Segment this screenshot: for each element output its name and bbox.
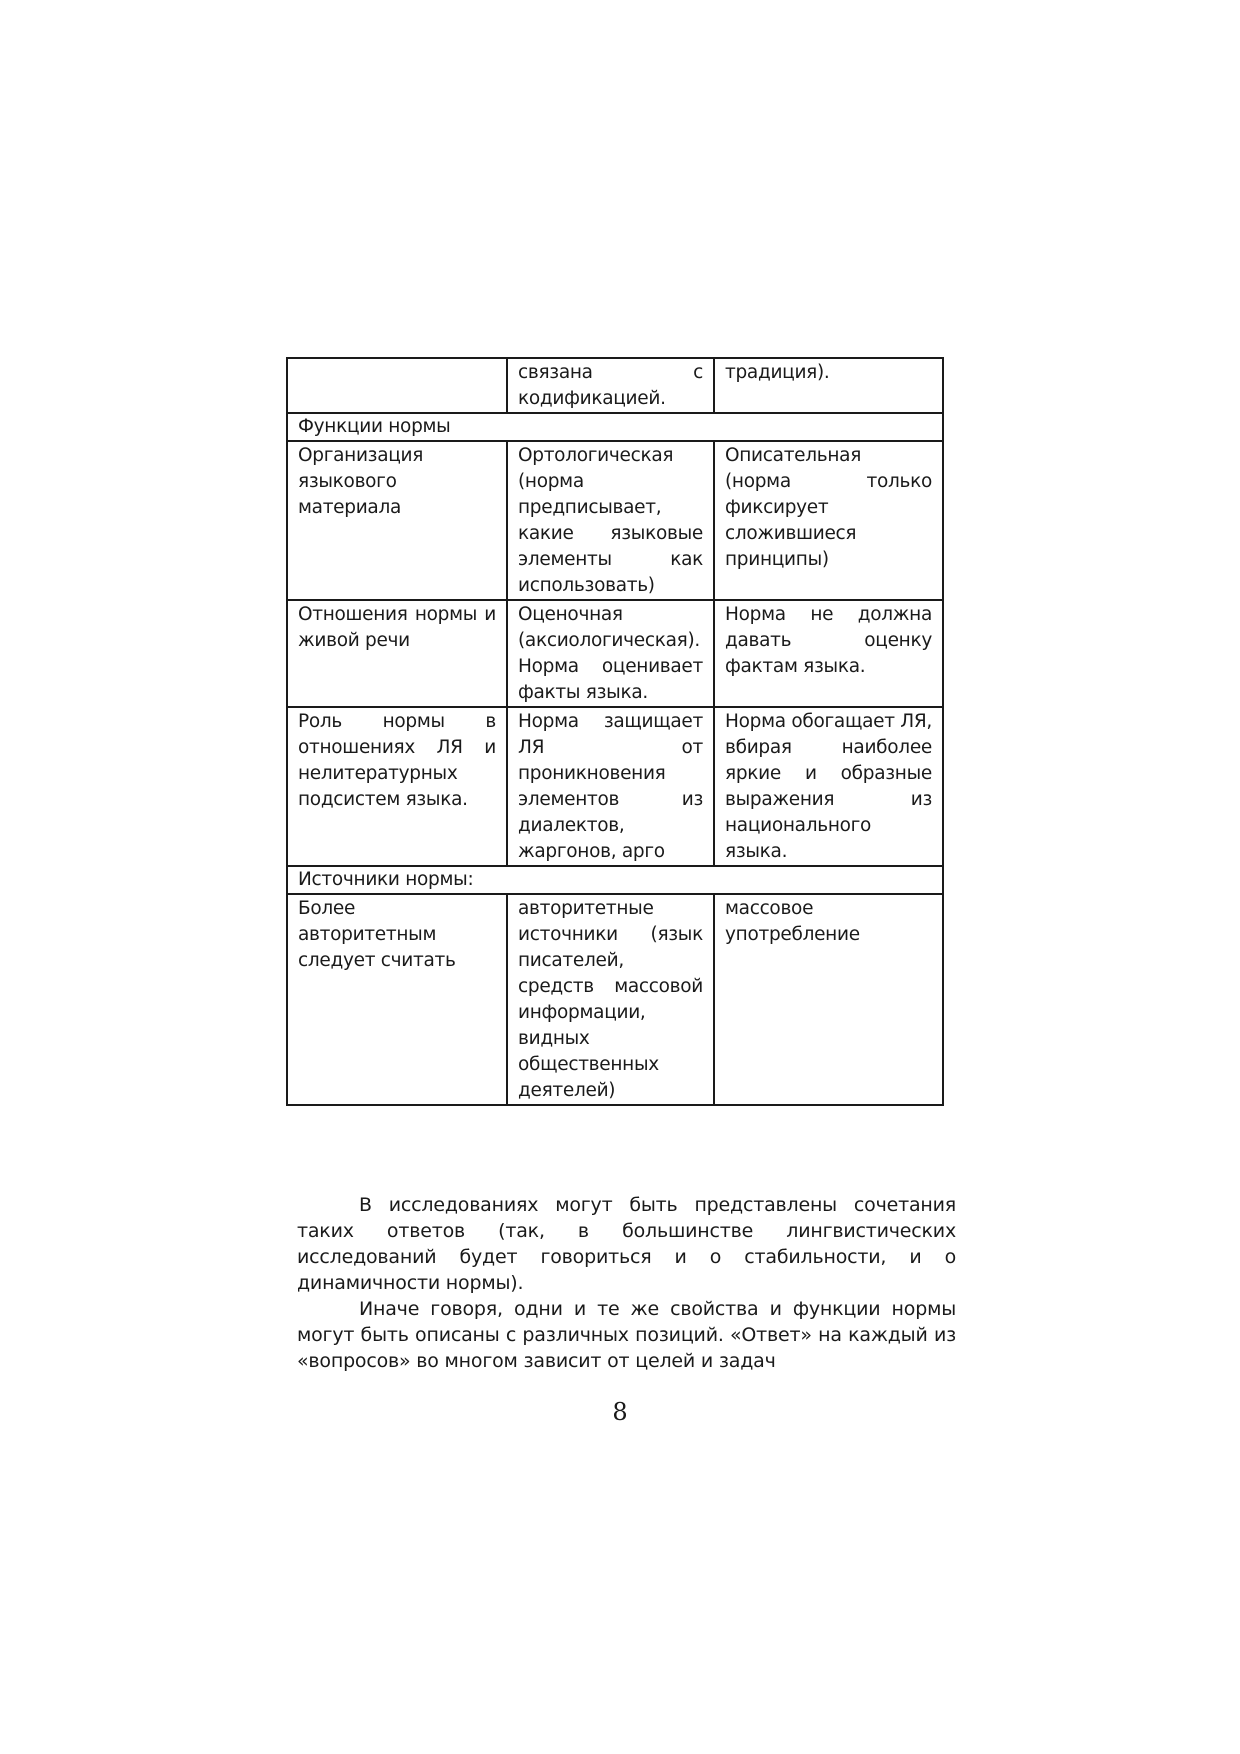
table-cell: Более авторитетным следует считать — [287, 894, 507, 1105]
table-row — [287, 707, 943, 866]
table-cell: традиция). — [714, 358, 943, 413]
section-header-cell: Источники нормы: — [287, 866, 943, 894]
table-cell: Организация языкового материала — [287, 441, 507, 600]
table-cell: связана с кодификацией. — [507, 358, 714, 413]
table-row — [287, 441, 943, 600]
table-row — [287, 600, 943, 707]
table-cell: Норма не должна давать оценку фактам языка. — [714, 600, 943, 707]
table-section-row — [287, 866, 943, 894]
norm-comparison-table — [286, 357, 944, 1106]
table-cell: массовое употребление — [714, 894, 943, 1105]
paragraph: В исследованиях могут быть представлены сочетания таких ответов (так, в большинстве лингвистических исследований будет говориться и о стабильности, и о динамичности нормы). — [297, 1194, 956, 1294]
table-cell: Роль нормы в отношениях ЛЯ и нелитературных подсистем языка. — [287, 707, 507, 866]
table-section-row — [287, 413, 943, 441]
table-body — [287, 358, 943, 1105]
table-cell: авторитетные источники (язык писателей, средств массовой информации, видных общественных деятелей) — [507, 894, 714, 1105]
paragraph: Иначе говоря, одни и те же свойства и функции нормы могут быть описаны с различных позиций. «Ответ» на каждый из «вопросов» во многом зависит от целей и задач — [297, 1298, 956, 1372]
table-cell: Оценочная (аксиологическая). Норма оценивает факты языка. — [507, 600, 714, 707]
body-text — [297, 1192, 956, 1374]
table-row — [287, 894, 943, 1105]
page-number: 8 — [612, 1398, 628, 1426]
table-cell: Норма защищает ЛЯ от проникновения элементов из диалектов, жаргонов, арго — [507, 707, 714, 866]
table-cell: Норма обогащает ЛЯ, вбирая наиболее яркие и образные выражения из национального языка. — [714, 707, 943, 866]
table-cell: Отношения нормы и живой речи — [287, 600, 507, 707]
section-header-cell: Функции нормы — [287, 413, 943, 441]
table-cell — [287, 358, 507, 413]
table-row — [287, 358, 943, 413]
table-cell: Описательная (норма только фиксирует сложившиеся принципы) — [714, 441, 943, 600]
table-cell: Ортологическая (норма предписывает, какие языковые элементы как использовать) — [507, 441, 714, 600]
